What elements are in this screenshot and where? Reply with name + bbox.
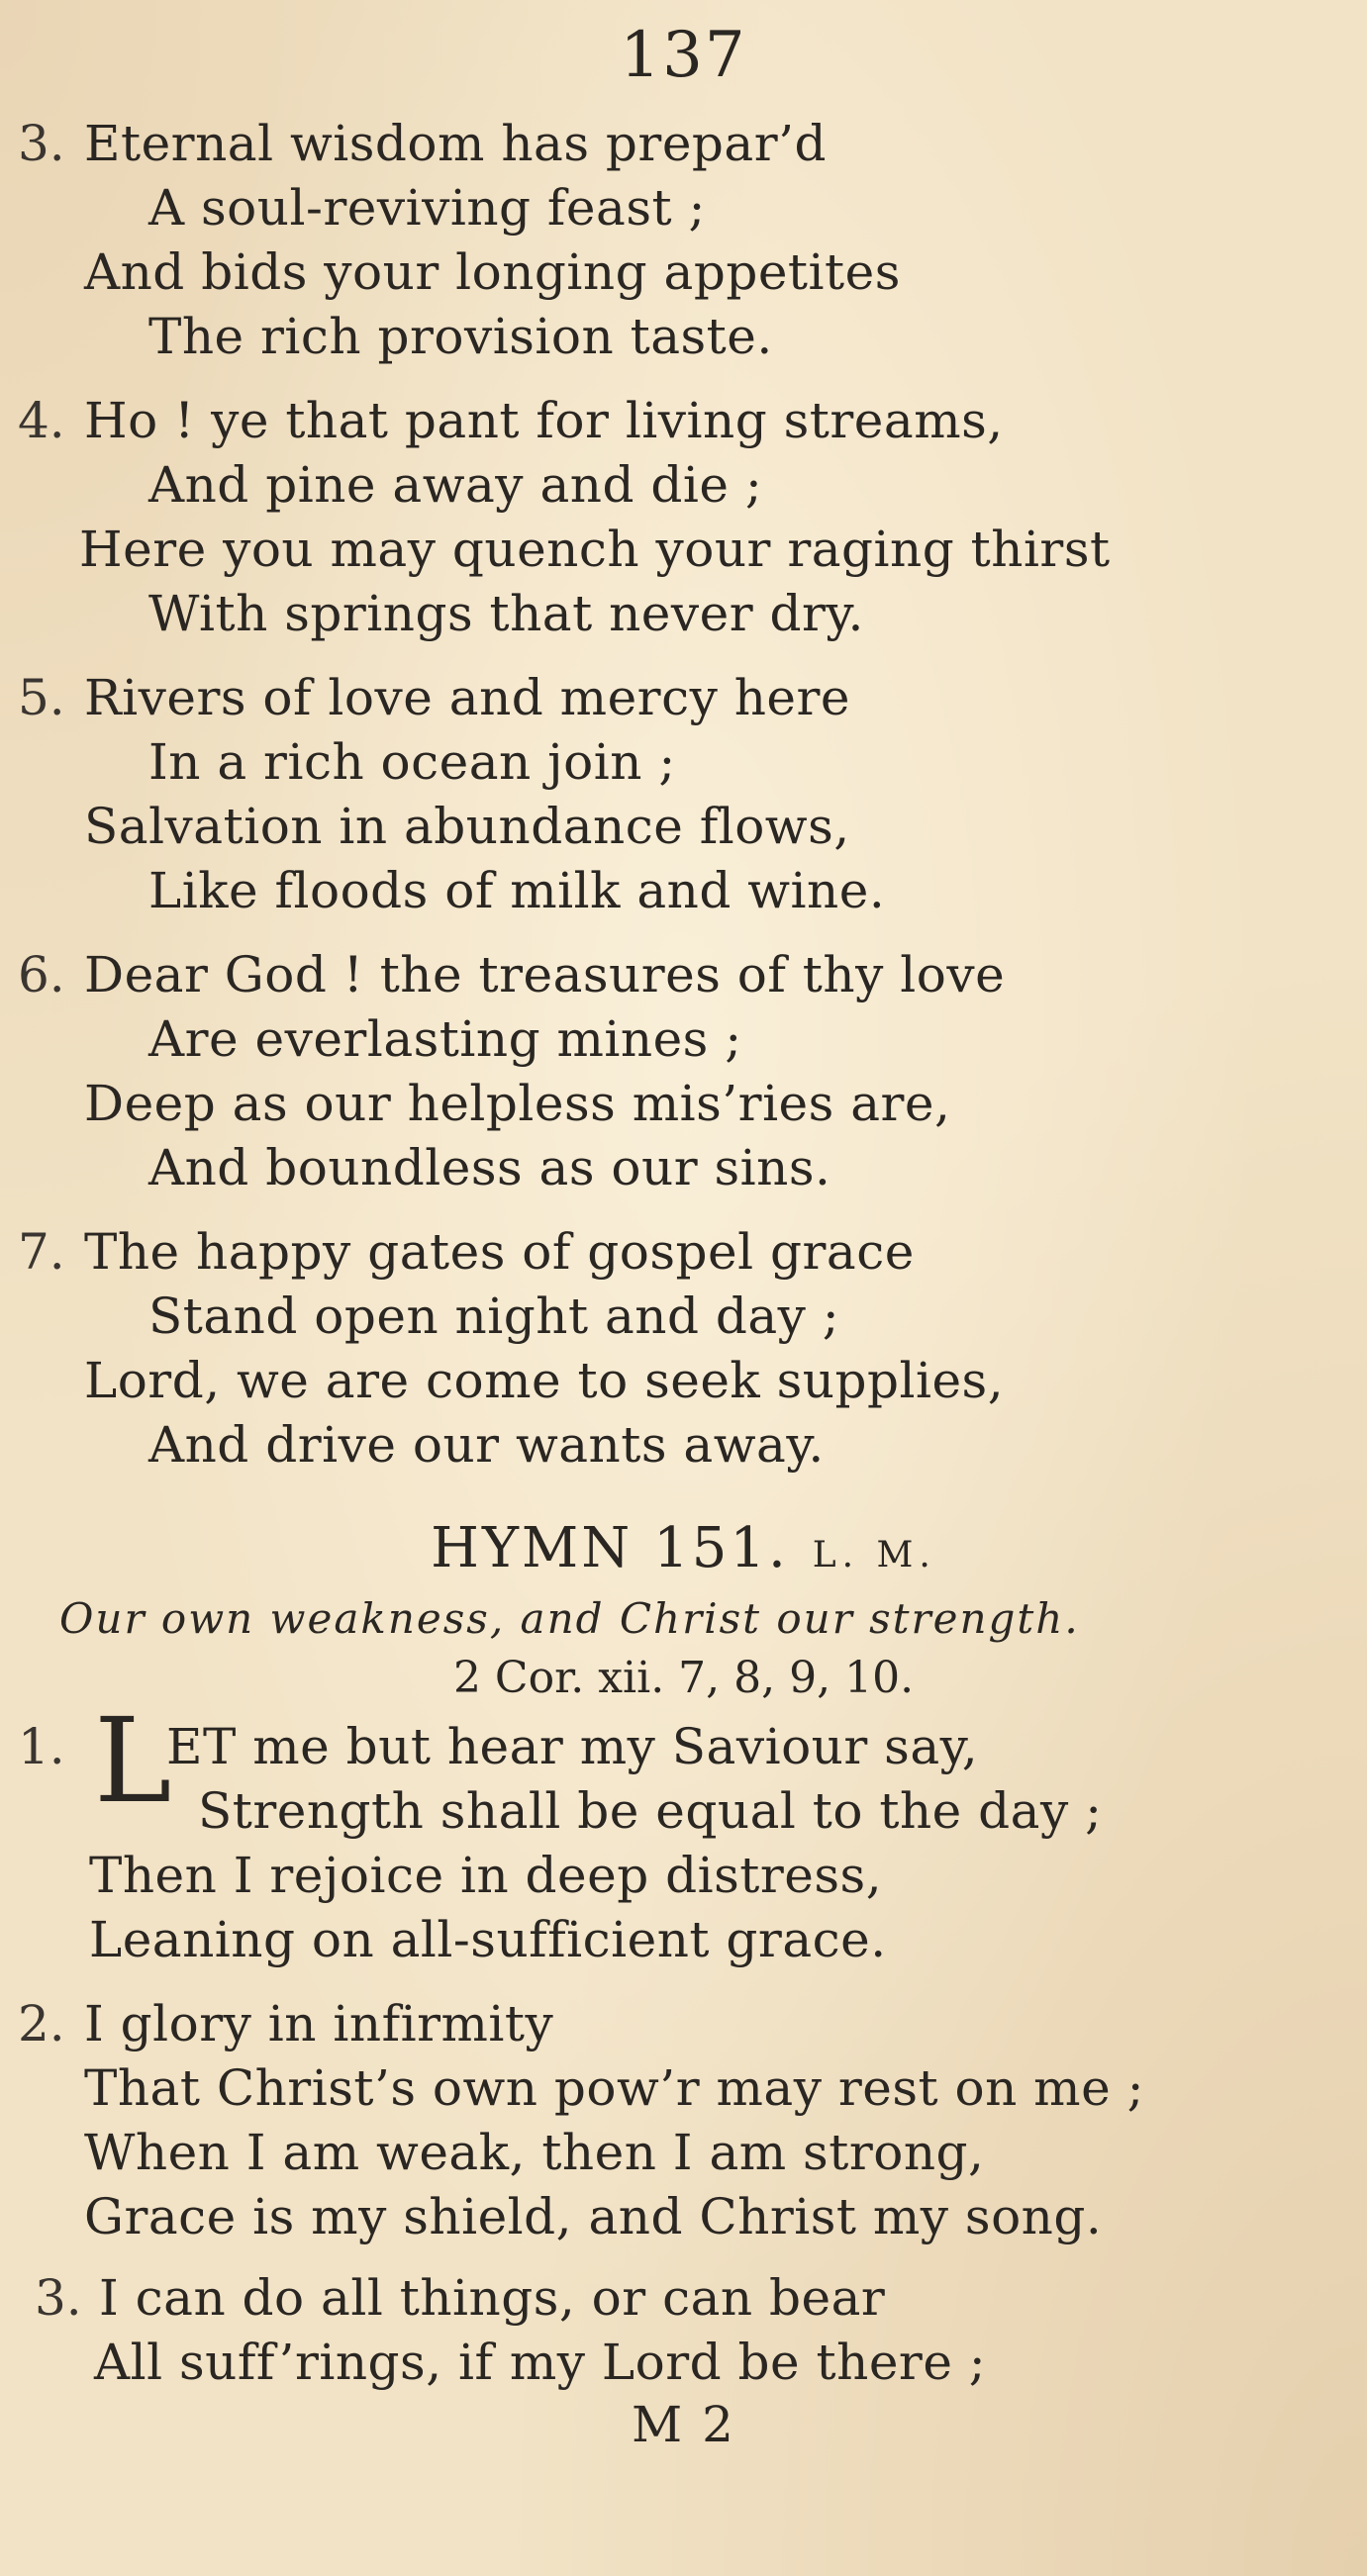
verse-number: 4. (18, 392, 65, 449)
verse-line: Lord, we are come to seek supplies, (84, 1352, 1005, 1409)
verse-line: Strength shall be equal to the day ; (198, 1782, 1103, 1840)
verse-number: 2. (18, 1995, 65, 2052)
verse-line: And bids your longing appetites (84, 243, 901, 301)
drop-cap: L (94, 1692, 172, 1829)
page-number: 137 (620, 19, 747, 92)
hymn-meter: L. M. (812, 1535, 936, 1575)
verse-line: Rivers of love and mercy here (84, 669, 850, 726)
verse-number: 6. (18, 946, 65, 1003)
verse-number: 1. (18, 1718, 65, 1775)
verse-line: Eternal wisdom has prepar’d (84, 115, 828, 172)
verse-line: And pine away and die ; (148, 456, 763, 514)
verse-line: I glory in infirmity (84, 1995, 554, 2052)
hymn-subject: Our own weakness, and Christ our strength. (59, 1594, 1080, 1643)
verse-number: 5. (18, 669, 65, 726)
verse-line: Like floods of milk and wine. (148, 862, 886, 919)
verse-line: In a rich ocean join ; (148, 733, 676, 791)
verse-line: Deep as our helpless mis’ries are, (84, 1075, 951, 1132)
verse-line: Salvation in abundance flows, (84, 798, 850, 855)
verse-line: ET me but hear my Saviour say, (166, 1718, 979, 1775)
verse-line: All suff’rings, if my Lord be there ; (94, 2334, 987, 2391)
verse-number: 3. (18, 115, 65, 172)
verse-line: Ho ! ye that pant for living streams, (84, 392, 1004, 449)
hymn-heading (0, 1514, 1367, 1596)
verse-line: Then I rejoice in deep distress, (89, 1847, 883, 1904)
verse-line: A soul-reviving feast ; (148, 179, 706, 237)
verse-line: And drive our wants away. (148, 1416, 825, 1474)
verse-line: Grace is my shield, and Christ my song. (84, 2188, 1103, 2245)
verse-line: I can do all things, or can bear (99, 2269, 886, 2327)
verse-line: Here you may quench your raging thirst (79, 521, 1111, 578)
verse-line: Stand open night and day ; (148, 1288, 840, 1345)
verse-line: That Christ’s own pow’r may rest on me ; (84, 2059, 1144, 2117)
verse-line: When I am weak, then I am strong, (84, 2124, 985, 2181)
verse-line: With springs that never dry. (148, 585, 864, 642)
signature-mark: M 2 (632, 2396, 735, 2453)
hymn-title: HYMN 151. (431, 1516, 789, 1580)
verse-line: Dear God ! the treasures of thy love (84, 946, 1006, 1003)
verse-number: 3. (35, 2269, 82, 2327)
verse-number: 7. (18, 1223, 65, 1281)
scripture-reference: 2 Cor. xii. 7, 8, 9, 10. (452, 1653, 915, 1703)
verse-line: The rich provision taste. (148, 308, 773, 365)
verse-line: And boundless as our sins. (148, 1139, 831, 1196)
verse-line: Leaning on all-sufficient grace. (89, 1911, 887, 1968)
verse-line: Are everlasting mines ; (148, 1010, 742, 1068)
verse-line: The happy gates of gospel grace (84, 1223, 915, 1281)
